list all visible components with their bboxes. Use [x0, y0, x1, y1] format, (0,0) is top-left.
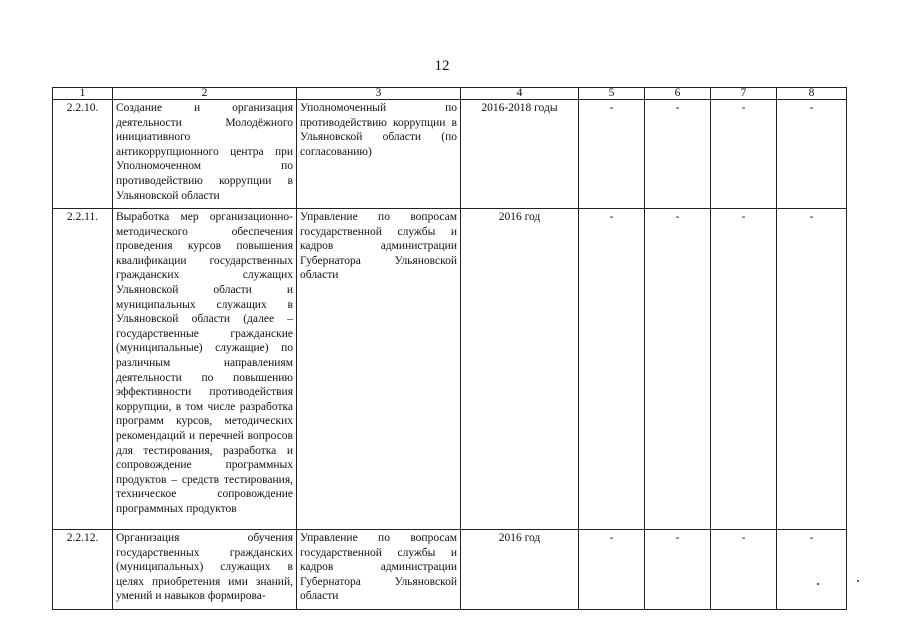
col-5-value: - [579, 530, 645, 610]
col-5-value: - [579, 209, 645, 530]
header-col-5: 5 [579, 88, 645, 100]
header-col-1: 1 [53, 88, 113, 100]
col-6-value: - [645, 530, 711, 610]
term: 2016 год [461, 530, 579, 610]
term: 2016 год [461, 209, 579, 530]
header-col-3: 3 [297, 88, 461, 100]
measure-name: Организация обучения государственных гражданских (муниципальных) служащих в целях приобретения ими знаний, умений и навыков формирова- [113, 530, 297, 610]
table-row [53, 530, 847, 610]
executor: Управление по вопросам государственной службы и кадров администрации Губернатора Ульяновской области [297, 530, 461, 610]
col-7-value: - [711, 530, 777, 610]
col-5-value: - [579, 100, 645, 209]
header-col-6: 6 [645, 88, 711, 100]
scan-speck [857, 580, 859, 582]
scan-speck [817, 583, 819, 585]
col-8-value: - [777, 209, 847, 530]
col-6-value: - [645, 209, 711, 530]
header-col-7: 7 [711, 88, 777, 100]
row-number: 2.2.11. [53, 209, 113, 530]
header-row [53, 88, 847, 100]
plan-table [52, 87, 847, 610]
measure-name: Выработка мер организационно-методического обеспечения проведения курсов повышения квалификации государственных гражданских служащих Ульяновской области и муниципальных служащих в Ульяновской области (далее – государственные гражданские (муниципальные) служащие) по различным направлениям деятельности по повышению эффективности противодействия коррупции, в том числе разработка программ курсов, методических рекомендаций и перечней вопросов для тестирования, разработка и сопровождение программных продуктов – средств тестирования, техническое сопровождение программных продуктов [113, 209, 297, 530]
page-number: 12 [434, 58, 450, 74]
col-8-value: - [777, 530, 847, 610]
executor: Управление по вопросам государственной службы и кадров администрации Губернатора Ульяновской области [297, 209, 461, 530]
header-col-4: 4 [461, 88, 579, 100]
header-col-2: 2 [113, 88, 297, 100]
executor: Уполномоченный по противодействию коррупции в Ульяновской области (по согласованию) [297, 100, 461, 209]
col-7-value: - [711, 209, 777, 530]
col-8-value: - [777, 100, 847, 209]
table-row [53, 100, 847, 209]
row-number: 2.2.10. [53, 100, 113, 209]
header-col-8: 8 [777, 88, 847, 100]
col-6-value: - [645, 100, 711, 209]
term: 2016-2018 годы [461, 100, 579, 209]
measure-name: Создание и организация деятельности Молодёжного инициативного антикоррупционного центра при Уполномоченном по противодействию коррупции в Ульяновской области [113, 100, 297, 209]
row-number: 2.2.12. [53, 530, 113, 610]
table-row [53, 209, 847, 530]
col-7-value: - [711, 100, 777, 209]
